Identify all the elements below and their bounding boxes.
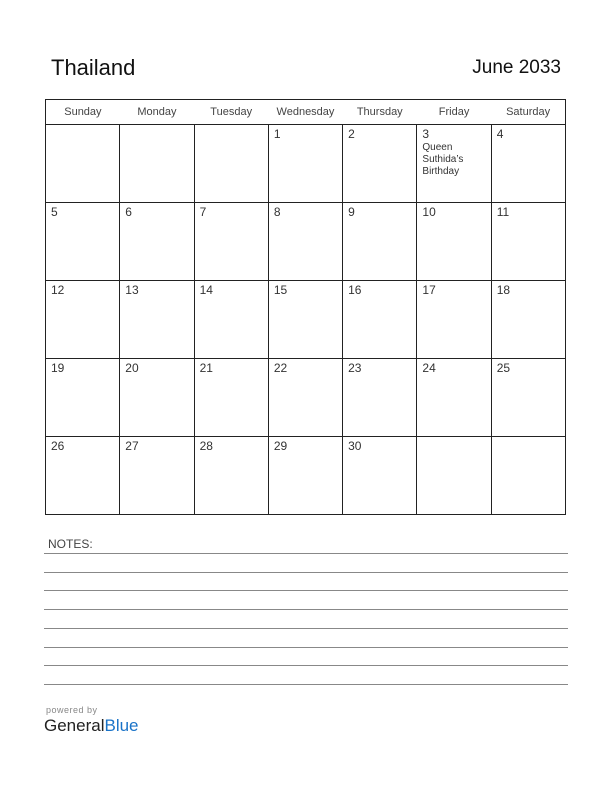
day-number: 24 [422,361,436,375]
day-number: 5 [51,205,58,219]
day-number: 13 [125,283,139,297]
day-number [195,125,268,127]
day-number: 30 [348,439,362,453]
day-cell [120,125,194,203]
day-number: 10 [422,205,436,219]
day-cell [343,203,417,281]
day-cell [343,437,417,515]
day-cell [194,281,268,359]
day-number: 1 [273,127,281,141]
generalblue-logo [44,716,139,736]
weekday-thursday: Thursday [343,100,417,125]
day-cell [343,281,417,359]
day-number: 26 [51,439,65,453]
day-cell [268,359,342,437]
holiday-event: Queen Suthida’s Birthday [422,142,464,177]
day-number: 17 [422,283,436,297]
day-number: 22 [273,361,288,375]
notes-line [44,684,568,685]
day-number: 21 [199,361,213,375]
day-number: 28 [199,439,213,453]
day-cell [194,437,268,515]
week-row [46,437,566,515]
weekday-saturday: Saturday [491,100,565,125]
day-number [417,437,490,439]
day-cell [343,359,417,437]
day-cell [194,359,268,437]
day-cell [268,437,342,515]
notes-line [44,572,568,573]
day-cell [417,359,491,437]
day-number: 6 [125,205,132,219]
day-number: 2 [348,127,355,141]
day-cell [491,437,565,515]
weekday-friday: Friday [417,100,491,125]
weekday-monday: Monday [120,100,194,125]
week-row [46,203,566,281]
notes-label: NOTES: [48,537,93,551]
day-cell [120,203,194,281]
day-cell [46,203,120,281]
day-cell [120,437,194,515]
day-cell [46,125,120,203]
weekday-sunday: Sunday [46,100,120,125]
day-cell [194,203,268,281]
day-number: 9 [348,205,355,219]
day-number: 29 [273,439,288,453]
week-row [46,125,566,203]
day-cell [194,125,268,203]
day-cell [491,203,565,281]
notes-line [44,628,568,629]
day-number: 16 [348,283,362,297]
logo-blue: Blue [104,716,139,735]
day-cell [268,281,342,359]
day-number: 25 [496,361,511,375]
notes-line [44,553,568,554]
day-number: 20 [125,361,139,375]
month-title: June 2033 [472,57,561,78]
notes-line [44,590,568,591]
day-cell [417,125,491,203]
day-cell [417,281,491,359]
day-cell [120,359,194,437]
week-row [46,359,566,437]
day-cell [268,203,342,281]
day-number: 3 [422,127,430,141]
day-number: 14 [199,283,213,297]
week-row [46,281,566,359]
day-number: 11 [496,205,510,219]
day-cell [417,203,491,281]
day-number: 27 [125,439,139,453]
day-number [120,125,193,127]
day-number: 19 [51,361,65,375]
powered-by-text: powered by [46,705,98,715]
day-number: 12 [51,283,65,297]
day-cell [491,125,565,203]
day-number: 15 [273,283,288,297]
day-number: 4 [496,127,504,141]
day-cell [46,281,120,359]
logo-general: General [44,716,105,735]
day-number: 8 [273,205,281,219]
weekday-tuesday: Tuesday [194,100,268,125]
day-number [46,125,119,127]
calendar-grid [45,99,566,515]
notes-line [44,665,568,666]
day-cell [491,281,565,359]
day-number [492,437,565,439]
day-cell [46,437,120,515]
day-number: 7 [199,205,207,219]
day-cell [491,359,565,437]
notes-line [44,609,568,610]
day-cell [268,125,342,203]
country-title: Thailand [51,55,136,80]
day-number: 23 [348,361,362,375]
weekday-wednesday: Wednesday [268,100,342,125]
day-cell [120,281,194,359]
notes-line [44,647,568,648]
day-cell [343,125,417,203]
day-number: 18 [496,283,511,297]
weekday-header-row [46,100,566,125]
day-cell [46,359,120,437]
day-cell [417,437,491,515]
